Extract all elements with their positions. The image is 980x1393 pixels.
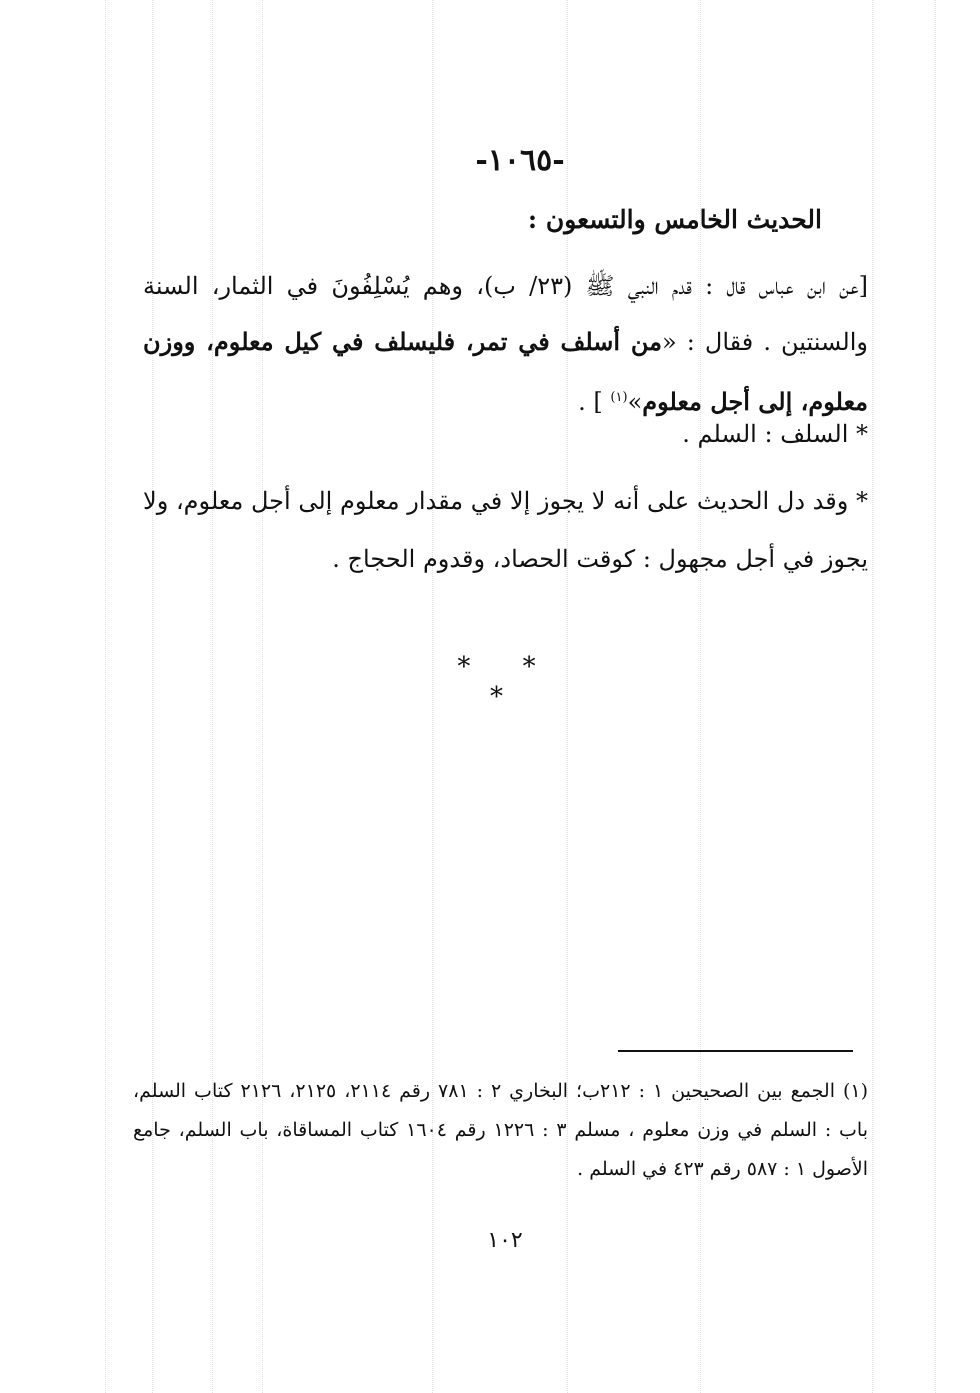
scan-artifact-line <box>105 0 106 1393</box>
footnote-text: (١) الجمع بين الصحيحين ١ : ٢١٢ب؛ البخاري ٢ : ٧٨١ رقم ٢١١٤، ٢١٢٥، ٢١٢٦ كتاب السلم، باب : السلم في وزن معلوم ، مسلم ٣ : ١٢٢٦ رقم ١٦٠٤ كتاب المساقاة، باب السلم، جامع الأصول ١ : ٥٨٧ رقم ٤٢٣ في السلم . <box>133 1080 869 1180</box>
hadith-intro: [عن ابن عباس قال : قدم النبي ﷺ (٢٣/ ب)، وهم يُسْلِفُونَ في الثمار، السنة والسنتين . فقال : « <box>143 272 869 356</box>
page-number: ١٠٢ <box>487 1228 523 1253</box>
hadith-end: ] . <box>578 388 611 416</box>
hadith-number: -١٠٦٥- <box>475 143 565 178</box>
hadith-text <box>143 258 868 430</box>
hadith-quote-close: » <box>627 388 643 416</box>
note-bullet-definition: * السلف : السلم . <box>682 420 868 448</box>
hadith-quote: من أسلف في تمر، فليسلف في كيل معلوم، ووزن معلوم، إلى أجل معلوم <box>143 327 868 416</box>
scan-artifact-line <box>872 0 873 1393</box>
scan-artifact-line <box>935 0 936 1393</box>
footnote-divider <box>618 1050 853 1052</box>
section-title: الحديث الخامس والتسعون : <box>527 205 822 234</box>
section-separator: * * * <box>457 652 558 712</box>
footnote-reference: (١) <box>610 390 628 405</box>
note-bullet-ruling: * وقد دل الحديث على أنه لا يجوز إلا في مقدار معلوم إلى أجل معلوم، ولا يجوز في أجل مجهول : كوقت الحصاد، وقدوم الحجاج . <box>143 487 868 573</box>
